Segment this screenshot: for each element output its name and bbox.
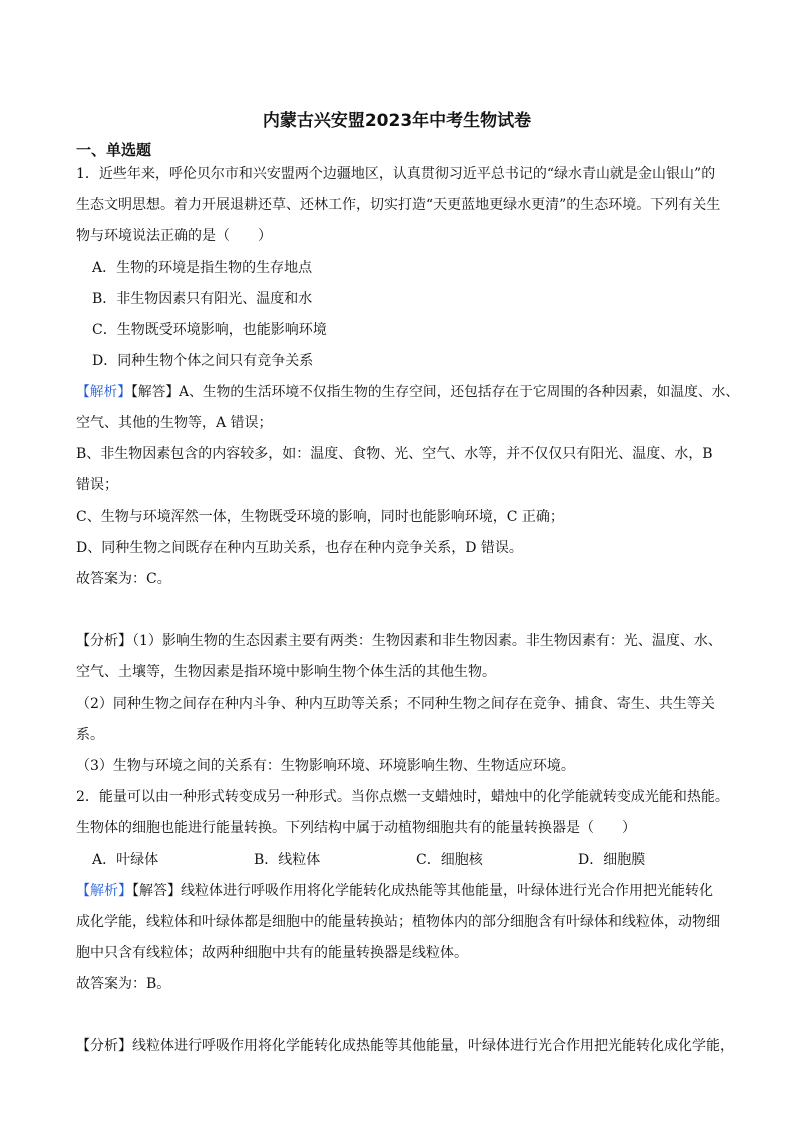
q1-option-c: C．生物既受环境影响，也能影响环境 <box>92 322 327 338</box>
q1-answer-line: D、同种生物之间既存在种内互助关系，也存在种内竞争关系，D 错误。 <box>76 540 523 556</box>
q2-stem-line: 2．能量可以由一种形式转变成另一种形式。当你点燃一支蜡烛时，蜡烛中的化学能就转变成光能和热能。 <box>76 789 729 805</box>
q1-analysis-line: （3）生物与环境之间的关系有：生物影响环境、环境影响生物、生物适应环境。 <box>76 758 575 774</box>
q1-option-a: A．生物的环境是指生物的生存地点 <box>92 260 313 276</box>
q1-answer-line: B、非生物因素包含的内容较多，如：温度、食物、光、空气、水等，并不仅仅只有阳光、温度、水，B <box>76 446 713 462</box>
q1-option-d: D．同种生物个体之间只有竞争关系 <box>92 353 314 369</box>
jiexi-tag: 【解析】 <box>76 384 132 400</box>
q2-option-d: D．细胞膜 <box>578 852 646 868</box>
q2-stem-line: 生物体的细胞也能进行能量转换。下列结构中属于动植物细胞共有的能量转换器是（ ） <box>76 820 636 836</box>
jieda-tag: 【解答】 <box>131 384 180 400</box>
fenxi-tag: 【分析】 <box>76 633 132 649</box>
q1-answer-line: C、生物与环境浑然一体，生物既受环境的影响，同时也能影响环境，C 正确； <box>76 509 564 525</box>
q1-answer-line: 故答案为：C。 <box>76 571 171 587</box>
answer-text: A、生物的生活环境不仅指生物的生存空间，还包括存在于它周围的各种因素，如温度、水、 <box>179 384 740 400</box>
q2-answer-line: 胞中只含有线粒体；故两种细胞中共有的能量转换器是线粒体。 <box>76 945 468 961</box>
q2-analysis-line <box>76 1036 734 1056</box>
q1-stem-line: 物与环境说法正确的是（ ） <box>76 228 272 244</box>
jiexi-tag: 【解析】 <box>76 883 132 899</box>
jieda-tag: 【解答】 <box>132 883 181 899</box>
q2-answer-line: 成化学能，线粒体和叶绿体都是细胞中的能量转换站；植物体内的部分细胞含有叶绿体和线粒体，动物细 <box>76 914 720 930</box>
q1-stem-line: 1．近些年来，呼伦贝尔市和兴安盟两个边疆地区，认真贯彻习近平总书记的“绿水青山就是金山银山”的 <box>76 166 716 182</box>
q1-analysis-line <box>76 631 722 651</box>
section-heading: 一、单选题 <box>76 141 152 159</box>
q2-answer-line <box>76 881 713 901</box>
q1-answer-line: 空气、其他的生物等，A 错误； <box>76 415 273 431</box>
q1-stem-line: 生态文明思想。着力开展退耕还草、还林工作，切实打造“天更蓝地更绿水更清”的生态环境。下列有关生 <box>76 197 721 213</box>
analysis-text: （1）影响生物的生态因素主要有两类：生物因素和非生物因素。非生物因素有：光、温度、水、 <box>132 633 722 649</box>
fenxi-tag: 【分析】 <box>76 1038 132 1054</box>
q2-option-a: A．叶绿体 <box>92 852 159 868</box>
q1-analysis-line: 系。 <box>76 727 104 743</box>
page-title: 内蒙古兴安盟2023年中考生物试卷 <box>262 111 532 131</box>
q1-analysis-line: 空气、土壤等，生物因素是指环境中影响生物个体生活的其他生物。 <box>76 664 496 680</box>
q1-option-b: B．非生物因素只有阳光、温度和水 <box>92 291 313 307</box>
analysis-text: 线粒体进行呼吸作用将化学能转化成热能等其他能量，叶绿体进行光合作用把光能转化成化学能， <box>132 1038 734 1054</box>
q1-answer-line: 错误； <box>76 477 118 493</box>
q2-option-b: B．线粒体 <box>254 852 321 868</box>
q2-answer-line: 故答案为：B。 <box>76 976 171 992</box>
q1-analysis-line: （2）同种生物之间存在种内斗争、种内互助等关系；不同种生物之间存在竞争、捕食、寄生、共生等关 <box>76 696 715 712</box>
q2-option-c: C．细胞核 <box>416 852 483 868</box>
q1-answer-line <box>76 382 739 402</box>
answer-text: 线粒体进行呼吸作用将化学能转化成热能等其他能量，叶绿体进行光合作用把光能转化 <box>181 883 713 899</box>
